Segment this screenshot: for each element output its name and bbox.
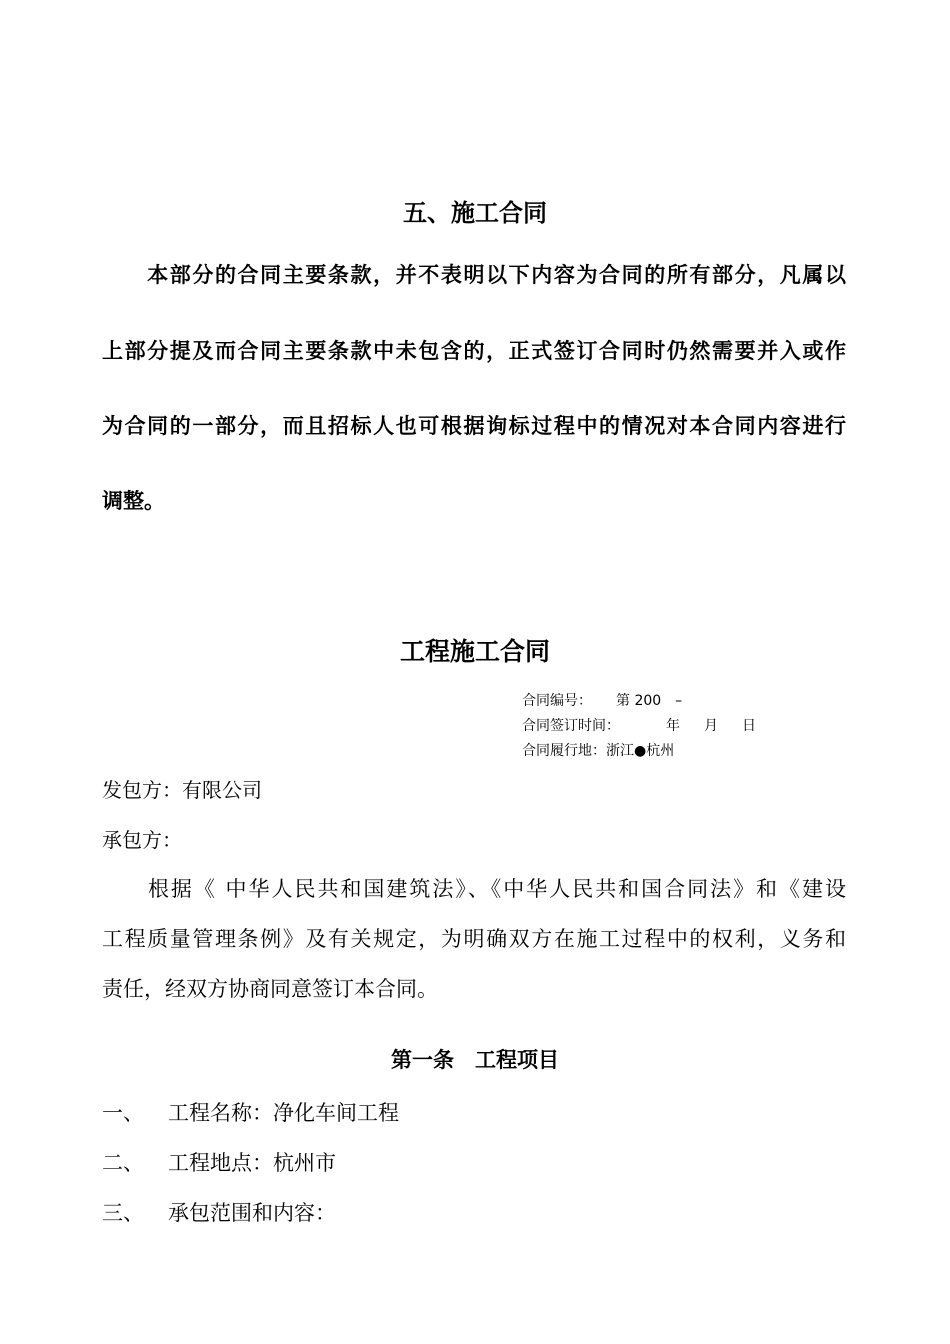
contract-number-value: 第 200 – <box>616 693 683 709</box>
sign-time-label: 合同签订时间： <box>522 718 620 734</box>
section-title: 五、施工合同 <box>403 199 547 227</box>
intro-line-3: 为合同的一部分，而且招标人也可根据询标过程中的情况对本合同内容进行 <box>102 414 846 438</box>
contract-place <box>522 740 674 760</box>
sign-year: 年 <box>666 718 680 734</box>
preamble-line-2: 工程质量管理条例》及有关规定，为明确双方在施工过程中的权利，义务和 <box>102 927 846 951</box>
intro-line-2: 上部分提及而合同主要条款中未包含的，正式签订合同时仍然需要并入或作 <box>102 339 846 363</box>
contract-number-label: 合同编号： <box>522 693 592 709</box>
item-number-1: 一、 <box>102 1101 144 1125</box>
preamble-line-3: 责任，经双方协商同意签订本合同。 <box>102 977 438 1001</box>
item-text-3: 承包范围和内容： <box>168 1201 336 1225</box>
item-number-3: 三、 <box>102 1201 144 1225</box>
intro-line-1: 本部分的合同主要条款，并不表明以下内容为合同的所有部分，凡属以 <box>102 263 846 287</box>
party-a: 发包方：有限公司 <box>102 778 262 802</box>
article-title: 第一条 工程项目 <box>391 1048 559 1072</box>
preamble-line-1: 根据《 中华人民共和国建筑法》、《中华人民共和国合同法》和《建设 <box>102 877 846 901</box>
item-number-2: 二、 <box>102 1151 144 1175</box>
sign-month: 月 <box>704 718 718 734</box>
party-b: 承包方： <box>102 828 182 852</box>
place-label: 合同履行地： <box>522 743 606 759</box>
place-value: 浙江●杭州 <box>606 743 675 759</box>
intro-line-4: 调整。 <box>102 489 165 513</box>
contract-title: 工程施工合同 <box>399 637 550 666</box>
contract-sign-time <box>522 715 756 735</box>
sign-day: 日 <box>742 718 756 734</box>
contract-number <box>522 690 682 710</box>
item-text-1: 工程名称：净化车间工程 <box>168 1101 399 1125</box>
item-text-2: 工程地点：杭州市 <box>168 1151 336 1175</box>
